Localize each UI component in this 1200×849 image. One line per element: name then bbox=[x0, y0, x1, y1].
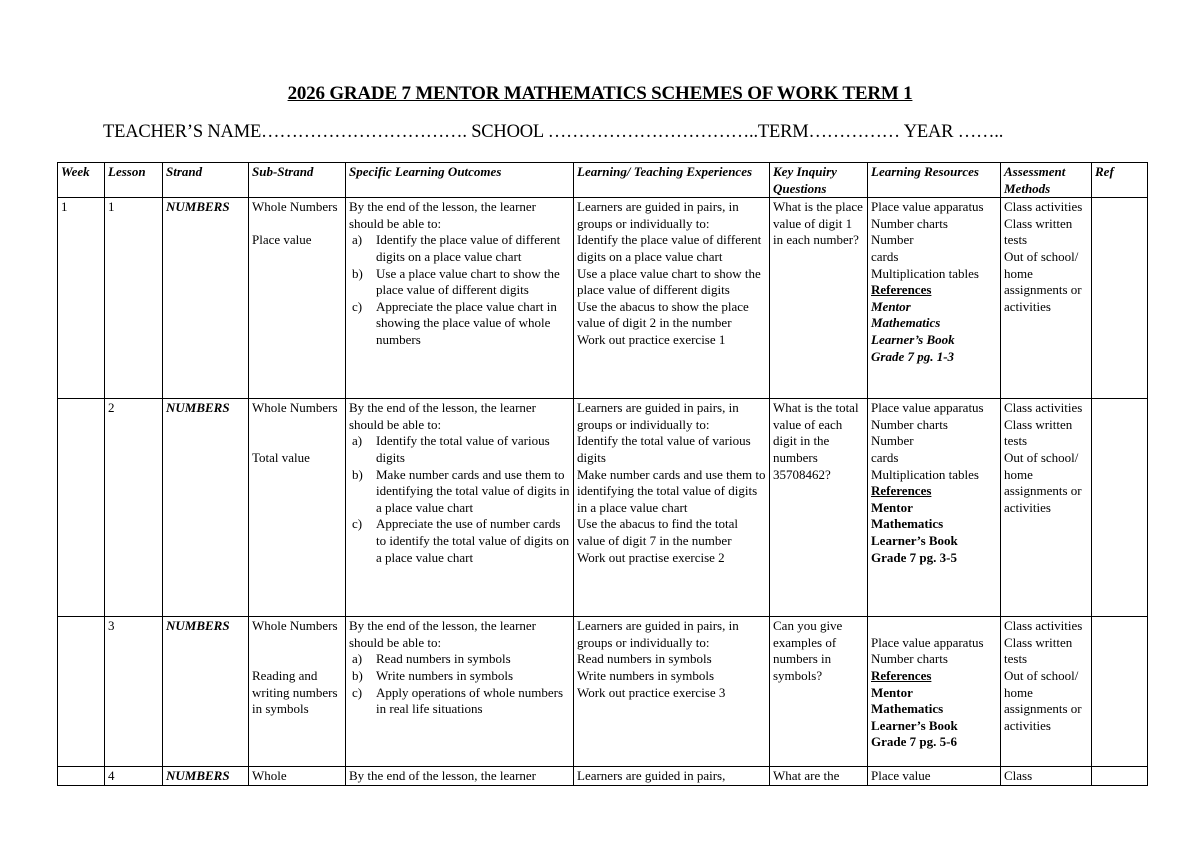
outcomes-cell bbox=[346, 399, 574, 617]
lesson-cell: 4 bbox=[105, 767, 163, 786]
header-week: Week bbox=[58, 163, 105, 198]
table-row bbox=[58, 198, 1148, 399]
outcomes-intro: By the end of the lesson, the learner should be able to: bbox=[349, 400, 536, 432]
references-label: References bbox=[871, 667, 932, 683]
table-row bbox=[58, 399, 1148, 617]
assessment-cell: Class bbox=[1001, 767, 1092, 786]
sub-strand-cell bbox=[249, 617, 346, 767]
week-cell bbox=[58, 399, 105, 617]
outcome-item: c) Appreciate the use of number cards to identify the total value of digits on a place value chart bbox=[352, 516, 570, 565]
outcomes-list bbox=[349, 651, 570, 717]
outcomes-list bbox=[349, 232, 570, 348]
outcomes-list bbox=[349, 433, 570, 566]
week-cell bbox=[58, 767, 105, 786]
outcome-item: a) Identify the total value of various digits bbox=[352, 433, 550, 465]
outcome-item: b) Use a place value chart to show the place value of different digits bbox=[352, 265, 560, 298]
inquiry-cell: What are the bbox=[770, 767, 868, 786]
outcomes-intro: By the end of the lesson, the learner should be able to: bbox=[349, 199, 536, 231]
experiences-cell: Learners are guided in pairs, in groups or individually to: Read numbers in symbols Write numbers in symbols Work out practice exercise 3 bbox=[574, 617, 770, 767]
outcome-item: c) Apply operations of whole numbers in real life situations bbox=[352, 684, 564, 717]
outcome-item: b) Make number cards and use them to identifying the total value of digits in a place value chart bbox=[352, 466, 570, 515]
table-row bbox=[58, 767, 1148, 786]
ref-cell bbox=[1092, 767, 1148, 786]
sub-strand-topic: Reading and writing numbers in symbols bbox=[252, 667, 338, 717]
header-experiences: Learning/ Teaching Experiences bbox=[574, 163, 770, 198]
experiences-cell: Learners are guided in pairs, in groups or individually to: Identify the place value of different digits on a place value chart Use a place value chart to show the place value of different digits Use the abacus to show the place value of digit 2 in the number Work out practice exercise 1 bbox=[574, 198, 770, 399]
sub-strand-topic: Place value bbox=[252, 232, 312, 248]
table-row bbox=[58, 617, 1148, 767]
outcomes-cell bbox=[346, 617, 574, 767]
header-inquiry: Key Inquiry Questions bbox=[770, 163, 868, 198]
inquiry-cell: What is the place value of digit 1 in each number? bbox=[770, 198, 868, 399]
sub-strand-name: Whole Numbers bbox=[252, 618, 338, 634]
strand-cell: NUMBERS bbox=[163, 198, 249, 399]
outcome-item: a) Identify the place value of different digits on a place value chart bbox=[352, 232, 561, 264]
week-cell: 1 bbox=[58, 198, 105, 399]
ref-cell bbox=[1092, 399, 1148, 617]
sub-strand-cell: Whole bbox=[249, 767, 346, 786]
document-title: 2026 GRADE 7 MENTOR MATHEMATICS SCHEMES OF WORK TERM 1 bbox=[287, 83, 913, 104]
header-lesson: Lesson bbox=[105, 163, 163, 198]
resources-cell: Place value apparatus Number charts Number cards Multiplication tables References Mentor Mathematics Learner’s Book Grade 7 pg. 1-3 bbox=[868, 198, 1001, 399]
lesson-cell: 2 bbox=[105, 399, 163, 617]
lesson-cell: 3 bbox=[105, 617, 163, 767]
week-cell bbox=[58, 617, 105, 767]
header-sub-strand: Sub-Strand bbox=[249, 163, 346, 198]
ref-cell bbox=[1092, 198, 1148, 399]
lesson-cell: 1 bbox=[105, 198, 163, 399]
sub-strand-name: Whole Numbers bbox=[252, 400, 338, 416]
ref-cell bbox=[1092, 617, 1148, 767]
sub-strand-cell bbox=[249, 399, 346, 617]
teacher-details-line: TEACHER’S NAME……………………………. SCHOOL ……………………………..TERM…………… YEAR …….. bbox=[103, 122, 1004, 142]
resources-cell: Place value apparatus Number charts Number cards Multiplication tables References Mentor Mathematics Learner’s Book Grade 7 pg. 3-5 bbox=[868, 399, 1001, 617]
strand-cell: NUMBERS bbox=[163, 767, 249, 786]
header-row bbox=[58, 163, 1148, 198]
outcomes-intro: By the end of the lesson, the learner should be able to: bbox=[349, 618, 536, 650]
inquiry-cell: What is the total value of each digit in the numbers 35708462? bbox=[770, 399, 868, 617]
header-resources: Learning Resources bbox=[868, 163, 1001, 198]
strand-cell: NUMBERS bbox=[163, 399, 249, 617]
outcome-item: c) Appreciate the place value chart in showing the place value of whole numbers bbox=[352, 298, 557, 347]
outcomes-cell bbox=[346, 198, 574, 399]
assessment-cell: Class activities Class written tests Out of school/ home assignments or activities bbox=[1001, 617, 1092, 767]
resources-cell: Place value bbox=[868, 767, 1001, 786]
assessment-cell: Class activities Class written tests Out of school/ home assignments or activities bbox=[1001, 198, 1092, 399]
outcome-item: b) Write numbers in symbols bbox=[352, 667, 514, 683]
header-outcomes: Specific Learning Outcomes bbox=[346, 163, 574, 198]
experiences-cell: Learners are guided in pairs, bbox=[574, 767, 770, 786]
outcomes-cell: By the end of the lesson, the learner bbox=[346, 767, 574, 786]
references-label: References bbox=[871, 282, 932, 298]
sub-strand-cell bbox=[249, 198, 346, 399]
scheme-of-work-table bbox=[57, 162, 1148, 786]
header-assessment: Assessment Methods bbox=[1001, 163, 1092, 198]
resources-cell: Place value apparatus Number charts References Mentor Mathematics Learner’s Book Grade 7 pg. 5-6 bbox=[868, 617, 1001, 767]
header-strand: Strand bbox=[163, 163, 249, 198]
assessment-cell: Class activities Class written tests Out of school/ home assignments or activities bbox=[1001, 399, 1092, 617]
header-ref: Ref bbox=[1092, 163, 1148, 198]
outcome-item: a) Read numbers in symbols bbox=[352, 651, 511, 667]
sub-strand-topic: Total value bbox=[252, 449, 310, 465]
strand-cell: NUMBERS bbox=[163, 617, 249, 767]
sub-strand-name: Whole Numbers bbox=[252, 199, 338, 215]
experiences-cell: Learners are guided in pairs, in groups or individually to: Identify the total value of various digits Make number cards and use them to identifying the total value of digits in a place value chart Use the abacus to find the total value of digit 7 in the number Work out practise exercise 2 bbox=[574, 399, 770, 617]
references-label: References bbox=[871, 483, 932, 499]
inquiry-cell: Can you give examples of numbers in symbols? bbox=[770, 617, 868, 767]
